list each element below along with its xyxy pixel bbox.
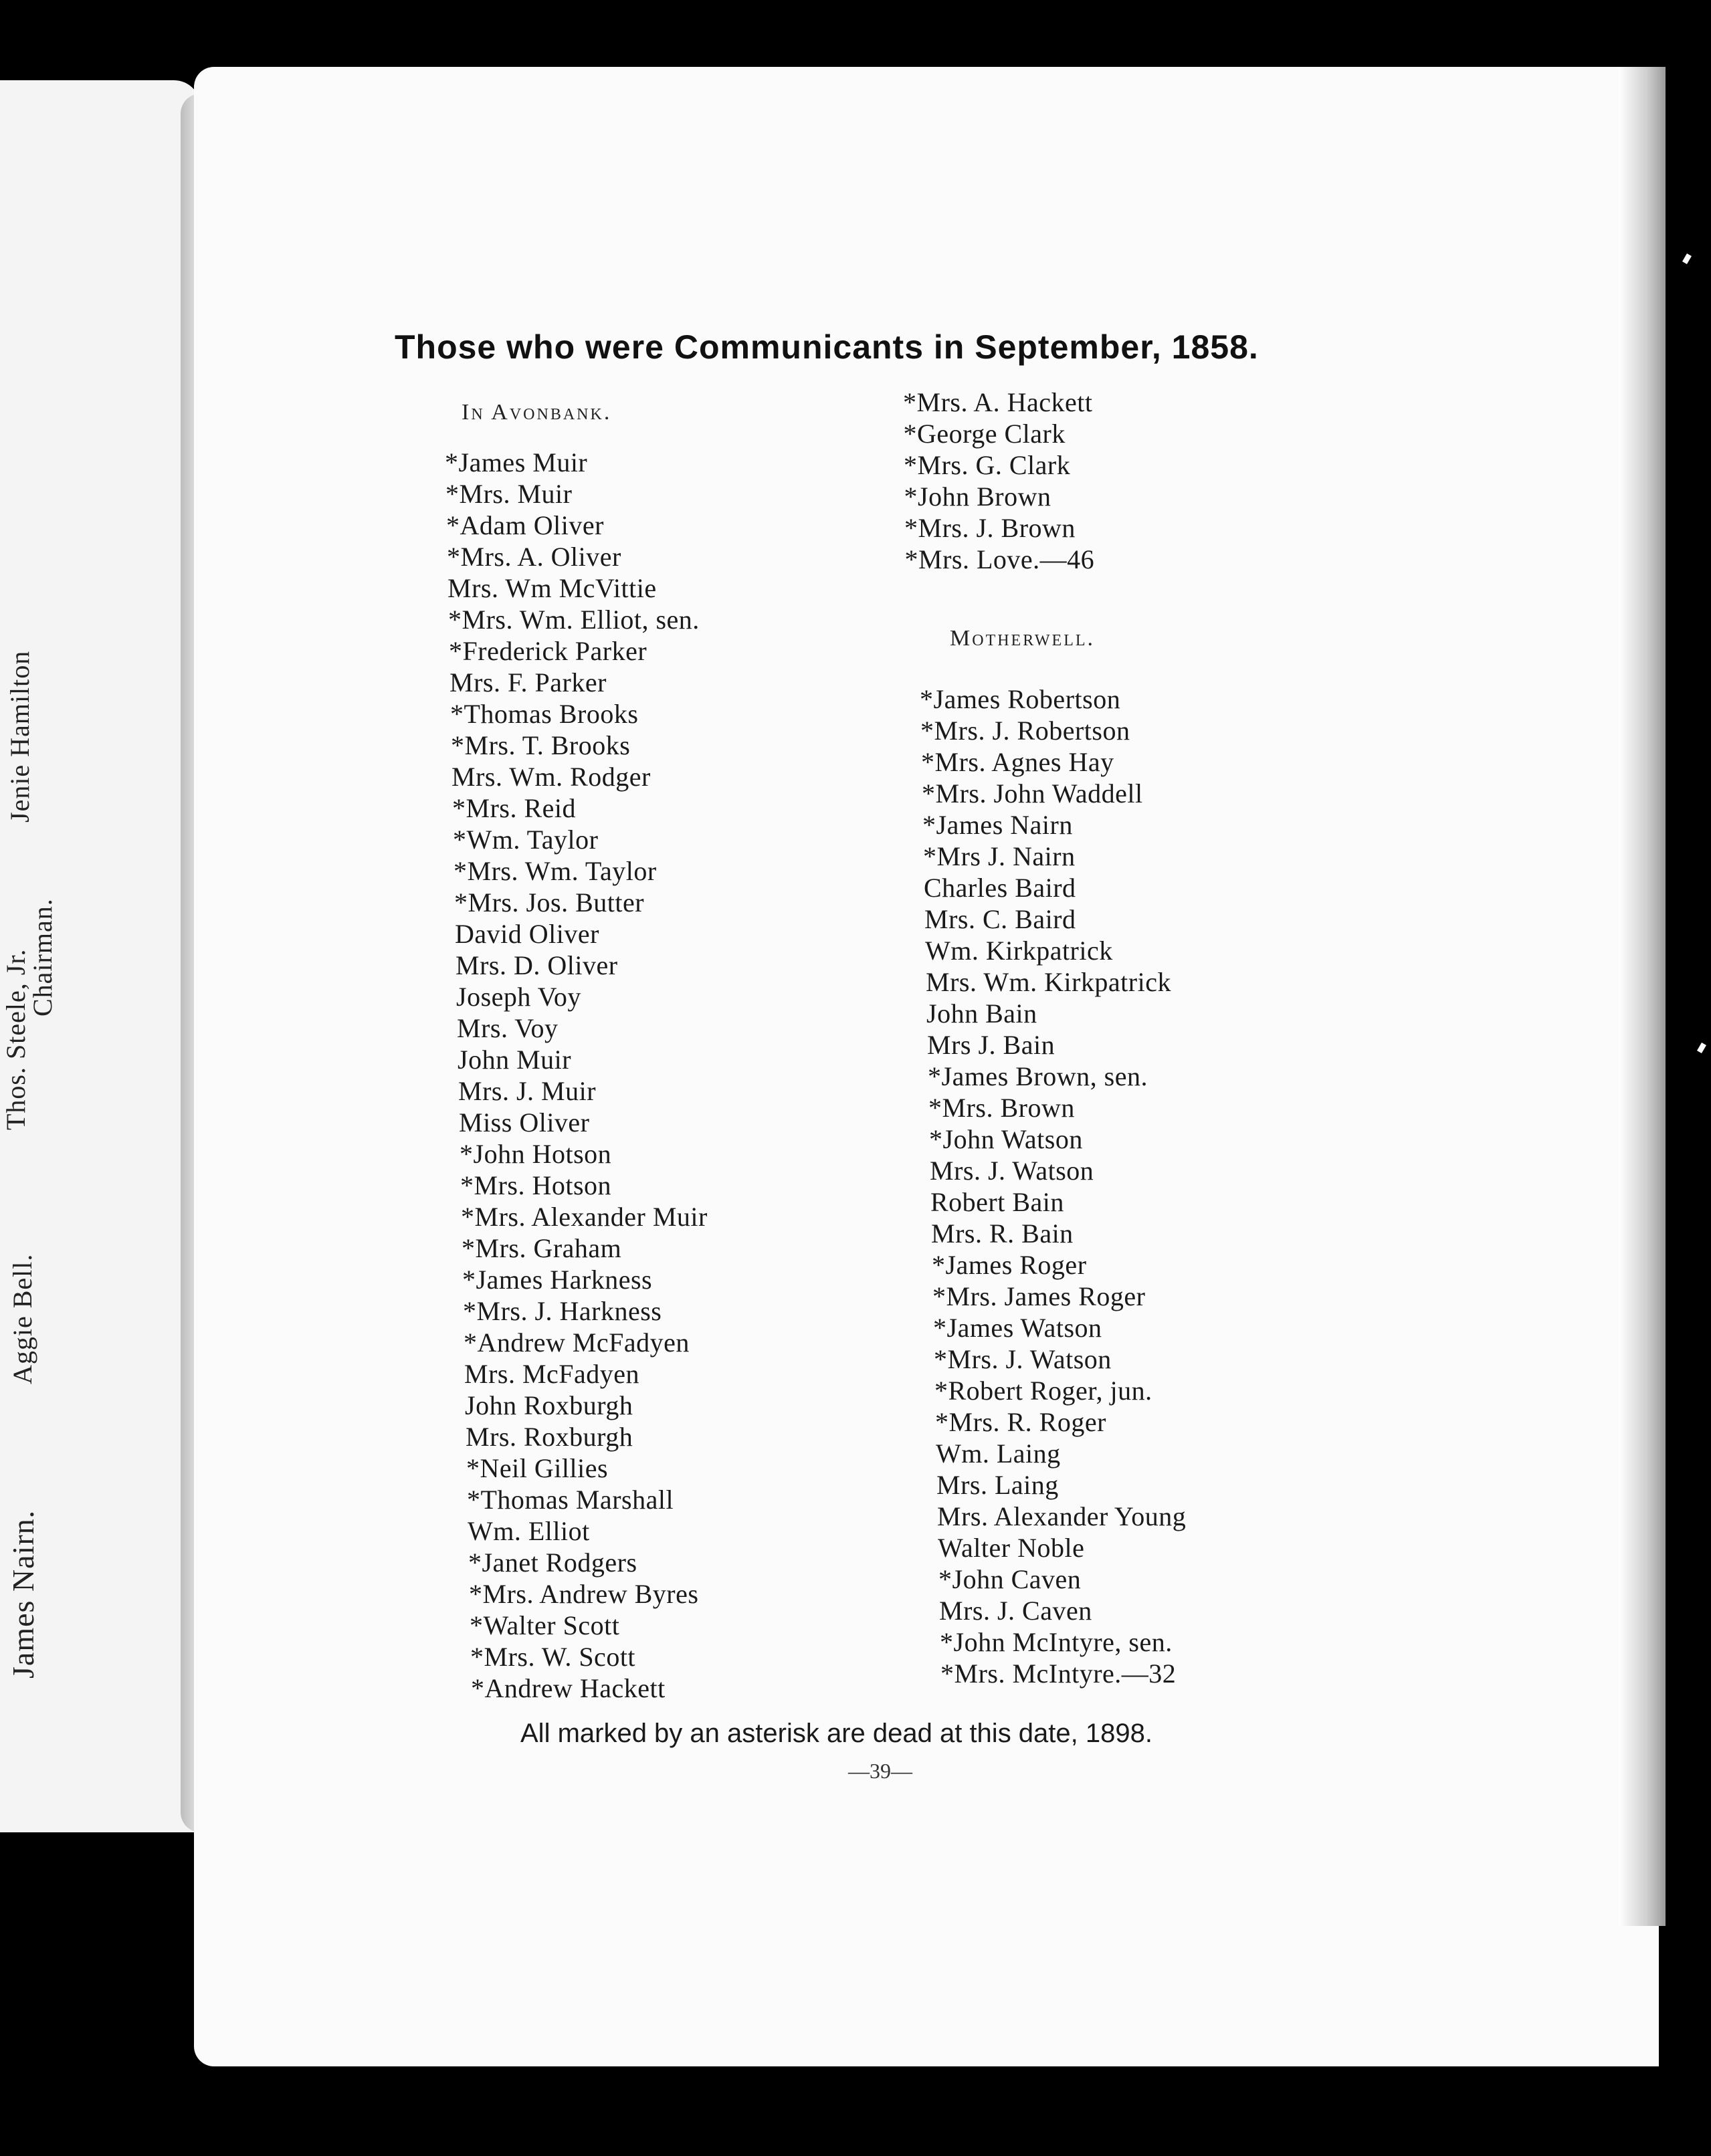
communicant-name: *Mrs. Love.—46	[904, 544, 1095, 574]
communicant-name: *James Harkness	[462, 1265, 653, 1295]
communicant-name: *Andrew Hackett	[471, 1673, 666, 1703]
scan-speck	[1697, 1043, 1706, 1053]
communicant-name: *Mrs. Reid	[452, 793, 576, 823]
communicant-name: Mrs. J. Muir	[458, 1076, 597, 1106]
communicant-name: *James Muir	[445, 447, 588, 477]
communicant-name: *Mrs. James Roger	[932, 1281, 1146, 1311]
communicant-name: *Robert Roger, jun.	[934, 1376, 1152, 1406]
communicant-name: *James Roger	[932, 1250, 1087, 1280]
avonbank-list	[445, 447, 708, 1704]
communicant-name: *James Watson	[933, 1313, 1102, 1343]
communicant-name: John Bain	[926, 998, 1037, 1029]
left-page-name: Aggie Bell.	[7, 1253, 37, 1384]
communicant-name: Mrs. Wm. Rodger	[451, 762, 651, 792]
communicant-name: Walter Noble	[938, 1533, 1085, 1563]
communicant-name: Mrs. Wm. Kirkpatrick	[926, 967, 1171, 997]
communicant-name: *James Robertson	[920, 684, 1121, 714]
communicant-name: *Mrs J. Nairn	[923, 841, 1076, 871]
communicant-name: *Mrs. Brown	[928, 1093, 1075, 1123]
communicant-name: Mrs. Roxburgh	[466, 1422, 633, 1452]
communicant-name: *Thomas Brooks	[450, 699, 639, 729]
communicant-name: *Thomas Marshall	[467, 1485, 674, 1515]
communicant-name: *Mrs. G. Clark	[904, 450, 1071, 480]
communicant-name: Mrs. J. Watson	[930, 1156, 1094, 1186]
communicant-name: Mrs. F. Parker	[449, 667, 607, 697]
left-page-name: Jenie Hamilton	[5, 650, 35, 823]
communicant-name: Mrs. Voy	[457, 1013, 559, 1043]
communicant-name: *Mrs. Agnes Hay	[921, 747, 1114, 777]
communicant-name: *Mrs. A. Hackett	[903, 387, 1093, 417]
communicant-name: *Mrs. Graham	[462, 1233, 622, 1263]
communicant-name: *John Brown	[904, 481, 1051, 512]
communicant-name: Wm. Kirkpatrick	[925, 936, 1113, 966]
communicant-name: *John Hotson	[460, 1139, 612, 1169]
communicant-name: *James Nairn	[922, 810, 1073, 840]
communicant-name: Mrs. Laing	[936, 1470, 1059, 1500]
communicant-name: Mrs. D. Oliver	[456, 950, 618, 980]
communicant-name: David Oliver	[455, 919, 599, 949]
communicant-name: Miss Oliver	[459, 1107, 590, 1138]
communicant-name: *Mrs. R. Roger	[935, 1407, 1106, 1437]
communicant-name: *Walter Scott	[470, 1610, 620, 1640]
communicant-name: John Roxburgh	[465, 1390, 633, 1420]
communicant-name: Wm. Elliot	[468, 1516, 590, 1546]
communicant-name: *Mrs. T. Brooks	[451, 730, 631, 760]
communicant-name: *Adam Oliver	[446, 510, 604, 540]
communicant-name: John Muir	[458, 1045, 572, 1075]
communicant-name: *John Caven	[938, 1564, 1082, 1594]
communicant-name: *John McIntyre, sen.	[940, 1627, 1173, 1657]
communicant-name: Mrs. McFadyen	[464, 1359, 640, 1389]
communicant-name: *Mrs. Wm. Elliot, sen.	[448, 605, 700, 635]
communicant-name: *Mrs. Hotson	[460, 1170, 612, 1200]
communicant-name: Mrs. Alexander Young	[937, 1501, 1187, 1531]
left-page-name: James Nairn.	[6, 1509, 40, 1679]
page-title: Those who were Communicants in September, 1858.	[395, 328, 1259, 366]
communicant-name: Joseph Voy	[456, 982, 581, 1012]
communicant-name: *Mrs. Jos. Butter	[454, 887, 645, 918]
avonbank-list-continued	[903, 387, 1094, 575]
motherwell-list	[920, 683, 1186, 1689]
communicant-name: *Mrs. Alexander Muir	[461, 1202, 708, 1232]
communicant-name: Robert Bain	[930, 1187, 1064, 1217]
page-edge	[1619, 67, 1666, 1926]
communicant-name: Mrs. R. Bain	[931, 1218, 1074, 1249]
communicant-name: *Neil Gillies	[466, 1453, 609, 1483]
scan-speck	[1682, 253, 1692, 264]
communicant-name: *Mrs. A. Oliver	[447, 542, 621, 572]
communicant-name: *Mrs. Wm. Taylor	[454, 856, 657, 886]
communicant-name: Wm. Laing	[936, 1438, 1061, 1469]
footnote: All marked by an asterisk are dead at this date, 1898.	[520, 1719, 1152, 1748]
communicant-name: Mrs. J. Caven	[939, 1596, 1092, 1626]
communicant-name: *Mrs. McIntyre.—32	[940, 1658, 1177, 1689]
communicant-name: *Frederick Parker	[449, 636, 647, 666]
communicant-name: *James Brown, sen.	[928, 1061, 1148, 1091]
communicant-name: Mrs. C. Baird	[924, 904, 1076, 934]
communicant-name: *Mrs. W. Scott	[470, 1642, 636, 1672]
left-page-name: Thos. Steele, Jr.	[1, 948, 31, 1130]
left-page-name: Chairman.	[27, 898, 58, 1016]
communicant-name: *Mrs. J. Watson	[934, 1344, 1112, 1374]
communicant-name: Charles Baird	[924, 873, 1076, 903]
communicant-name: *Andrew McFadyen	[464, 1327, 690, 1358]
section-title-avonbank: In Avonbank.	[462, 400, 612, 425]
communicant-name: *John Watson	[929, 1124, 1083, 1154]
communicant-name: *George Clark	[903, 419, 1066, 449]
communicant-name: *Janet Rodgers	[468, 1547, 637, 1578]
communicant-name: Mrs J. Bain	[927, 1030, 1055, 1060]
page-number: —39—	[848, 1759, 912, 1783]
communicant-name: *Mrs. J. Harkness	[463, 1296, 662, 1326]
section-title-motherwell: Motherwell.	[950, 626, 1096, 651]
communicant-name: *Mrs. J. Brown	[904, 513, 1076, 543]
communicant-name: *Mrs. J. Robertson	[920, 716, 1130, 746]
communicant-name: *Mrs. John Waddell	[922, 778, 1143, 808]
communicant-name: *Wm. Taylor	[453, 825, 599, 855]
communicant-name: *Mrs. Muir	[445, 479, 573, 509]
communicant-name: *Mrs. Andrew Byres	[469, 1579, 699, 1609]
communicant-name: Mrs. Wm McVittie	[447, 573, 657, 603]
